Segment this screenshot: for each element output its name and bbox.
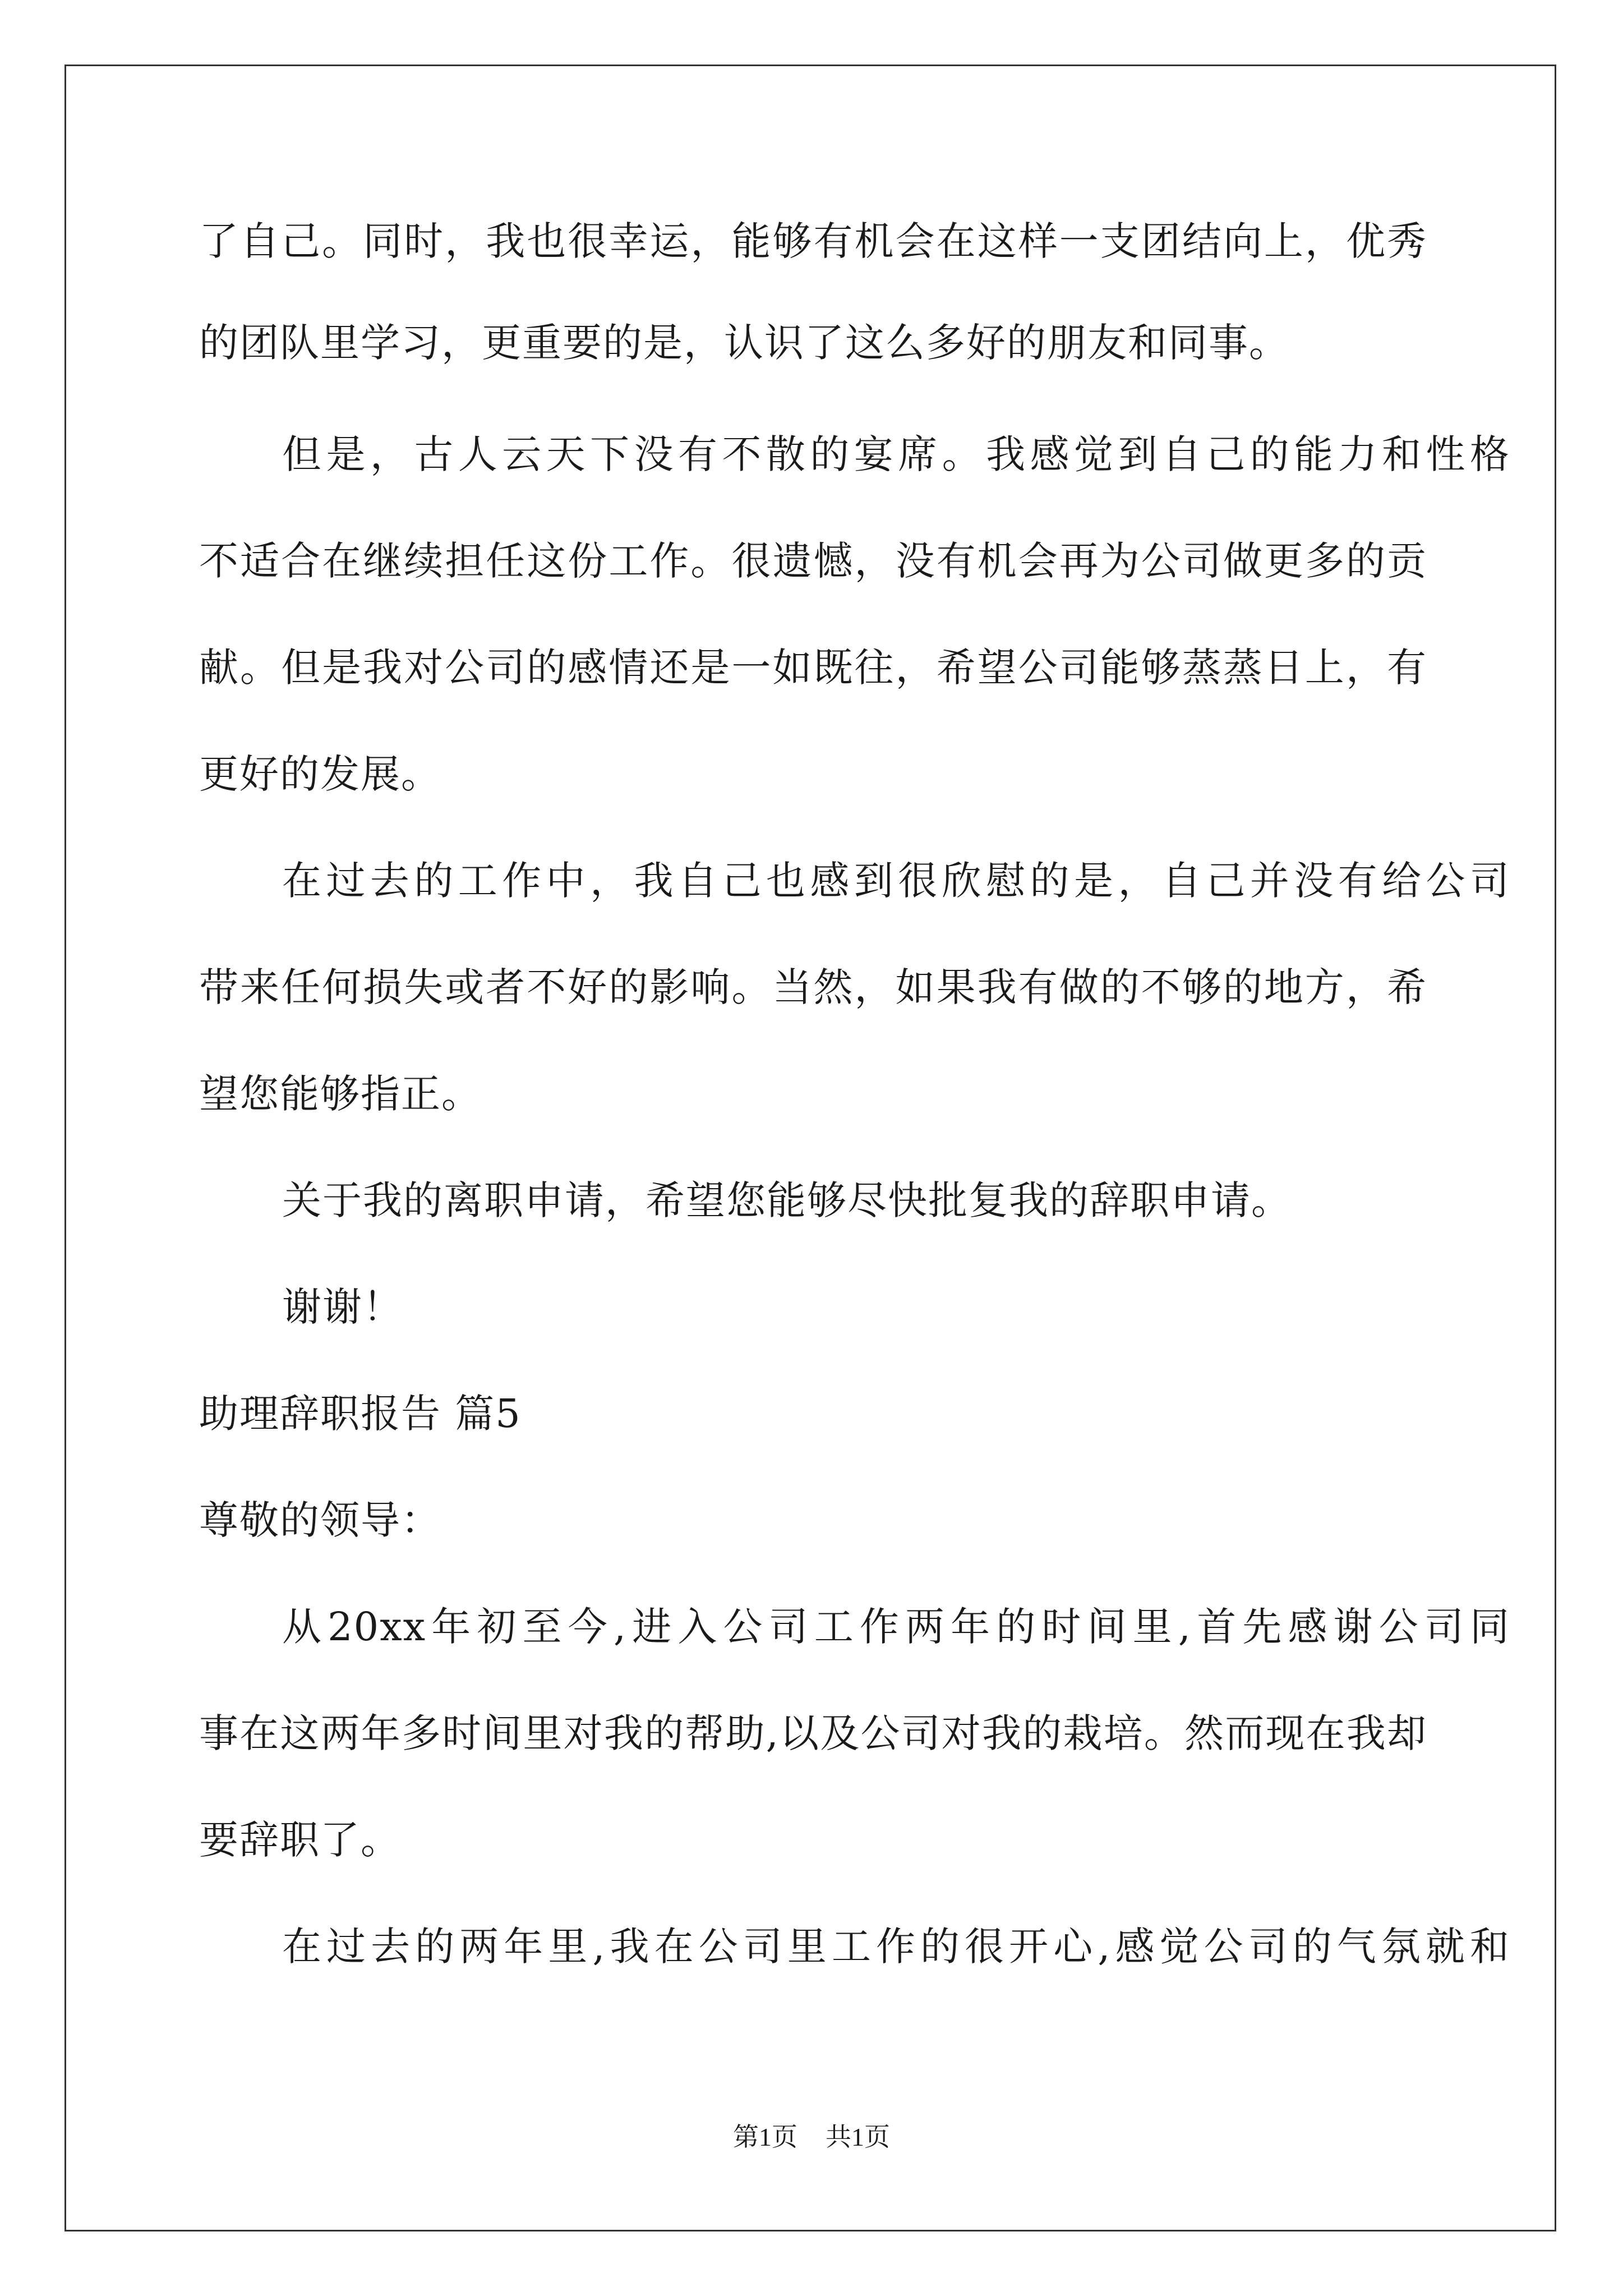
page-footer [0, 2120, 1623, 2154]
paragraph-line: 带来任何损失或者不好的影响。当然，如果我有做的不够的地方，希 [199, 964, 1427, 1010]
closing-line: 谢谢！ [282, 1284, 403, 1330]
paragraph-line: 但是，古人云天下没有不散的宴席。我感觉到自己的能力和性格 [282, 431, 1510, 477]
paragraph-line: 的团队里学习，更重要的是，认识了这么多好的朋友和同事。 [199, 320, 1289, 366]
paragraph-line: 更好的发展。 [199, 751, 441, 797]
paragraph-line: 从20xx年初至今,进入公司工作两年的时间里,首先感谢公司同 [282, 1604, 1510, 1650]
salutation: 尊敬的领导： [199, 1497, 441, 1543]
paragraph-line: 在过去的工作中，我自己也感到很欣慰的是，自己并没有给公司 [282, 858, 1510, 904]
page-number-total: 共1页 [826, 2123, 890, 2151]
paragraph-line: 事在这两年多时间里对我的帮助,以及公司对我的栽培。然而现在我却 [199, 1710, 1427, 1756]
paragraph-line: 要辞职了。 [199, 1817, 401, 1863]
page-number-current: 第1页 [733, 2123, 797, 2151]
paragraph-line: 了自己。同时，我也很幸运，能够有机会在这样一支团结向上，优秀 [199, 218, 1427, 264]
paragraph-line: 关于我的离职申请，希望您能够尽快批复我的辞职申请。 [282, 1177, 1292, 1223]
paragraph-line: 在过去的两年里,我在公司里工作的很开心,感觉公司的气氛就和 [282, 1924, 1510, 1970]
page-border [64, 65, 1556, 2231]
paragraph-line: 望您能够指正。 [199, 1071, 482, 1117]
paragraph-line: 献。但是我对公司的感情还是一如既往，希望公司能够蒸蒸日上，有 [199, 645, 1427, 691]
section-heading: 助理辞职报告 篇5 [199, 1391, 522, 1437]
paragraph-line: 不适合在继续担任这份工作。很遗憾，没有机会再为公司做更多的贡 [199, 538, 1427, 584]
